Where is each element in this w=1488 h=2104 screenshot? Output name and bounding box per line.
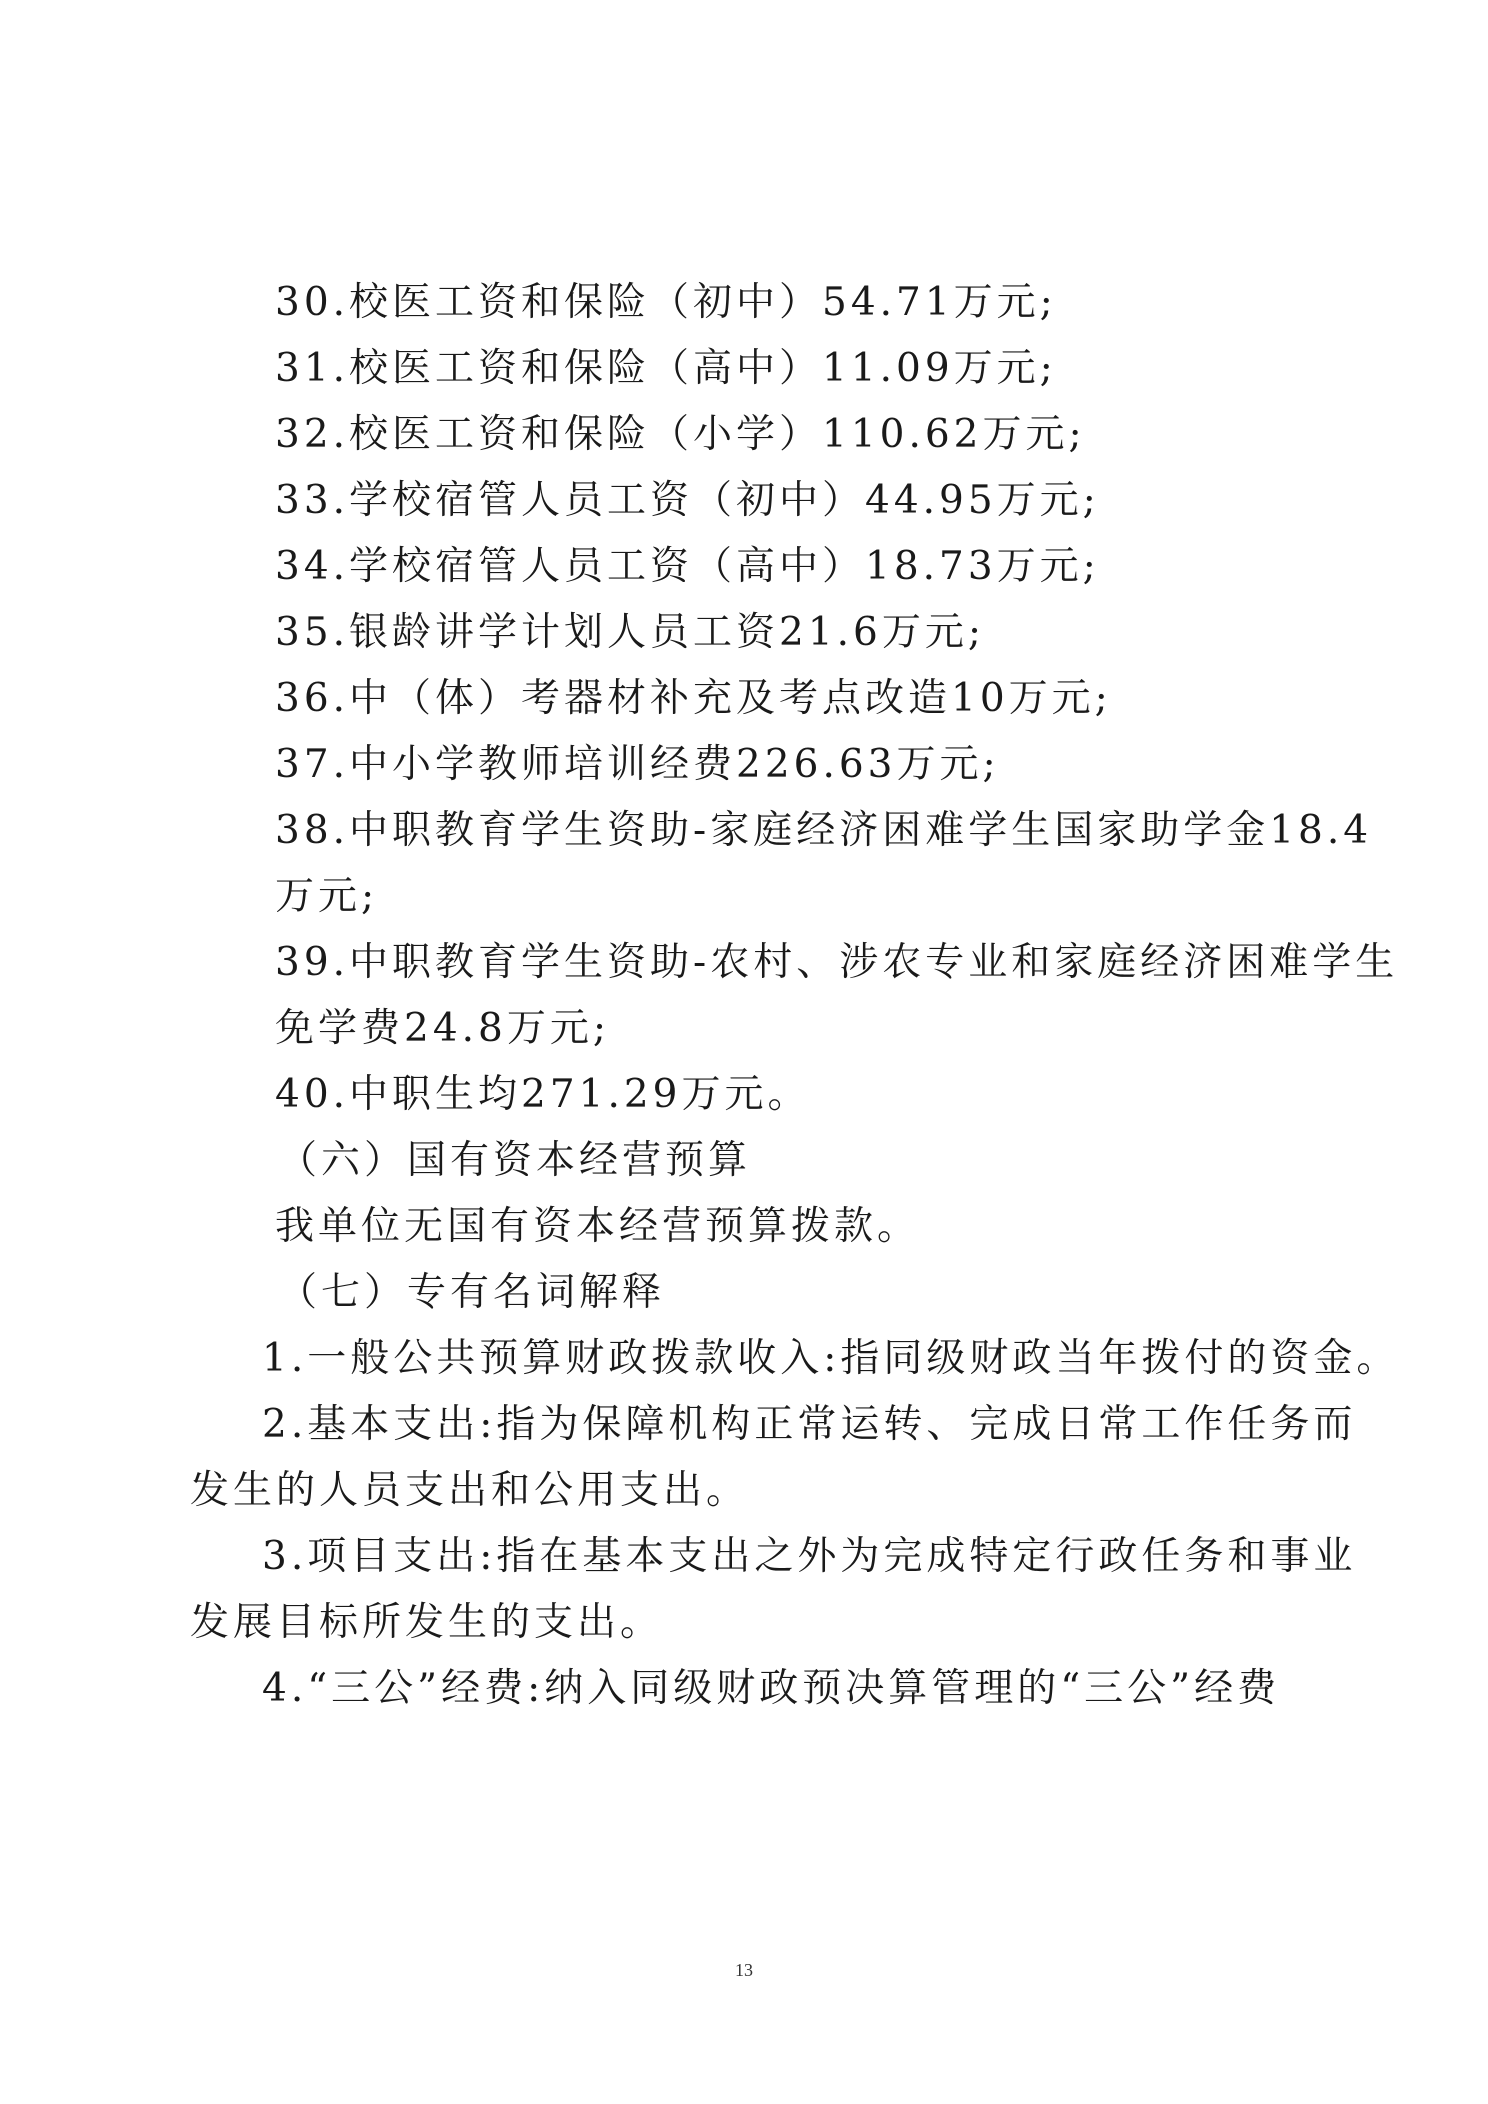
list-item: 37.中小学教师培训经费226.63万元;: [275, 742, 1000, 787]
list-item: 38.中职教育学生资助-家庭经济困难学生国家助学金18.4: [275, 808, 1373, 853]
definition-continuation: 发生的人员支出和公用支出。: [190, 1468, 750, 1513]
definition-continuation: 发展目标所发生的支出。: [190, 1600, 664, 1645]
list-item: 35.银龄讲学计划人员工资21.6万元;: [275, 610, 985, 655]
list-item: 34.学校宿管人员工资（高中）18.73万元;: [275, 544, 1100, 589]
list-item: 39.中职教育学生资助-农村、涉农专业和家庭经济困难学生: [275, 940, 1399, 985]
section-heading-6: （六）国有资本经营预算: [278, 1138, 752, 1183]
list-item-continuation: 万元;: [275, 874, 379, 919]
definition-item: 3.项目支出:指在基本支出之外为完成特定行政任务和事业: [262, 1534, 1357, 1579]
definition-item: 1.一般公共预算财政拨款收入:指同级财政当年拨付的资金。: [262, 1336, 1400, 1381]
list-item-continuation: 免学费24.8万元;: [275, 1006, 610, 1051]
section-heading-7: （七）专有名词解释: [278, 1270, 666, 1315]
list-item: 30.校医工资和保险（初中）54.71万元;: [275, 280, 1057, 325]
page-number: 13: [735, 1960, 753, 1980]
definition-item: 2.基本支出:指为保障机构正常运转、完成日常工作任务而: [262, 1402, 1357, 1447]
list-item: 32.校医工资和保险（小学）110.62万元;: [275, 412, 1086, 457]
section-body-6: 我单位无国有资本经营预算拨款。: [275, 1204, 921, 1249]
definition-item: 4.“三公”经费:纳入同级财政预决算管理的“三公”经费: [262, 1666, 1281, 1711]
list-item: 36.中（体）考器材补充及考点改造10万元;: [275, 676, 1112, 721]
list-item: 40.中职生均271.29万元。: [275, 1072, 811, 1117]
list-item: 31.校医工资和保险（高中）11.09万元;: [275, 346, 1057, 391]
list-item: 33.学校宿管人员工资（初中）44.95万元;: [275, 478, 1100, 523]
